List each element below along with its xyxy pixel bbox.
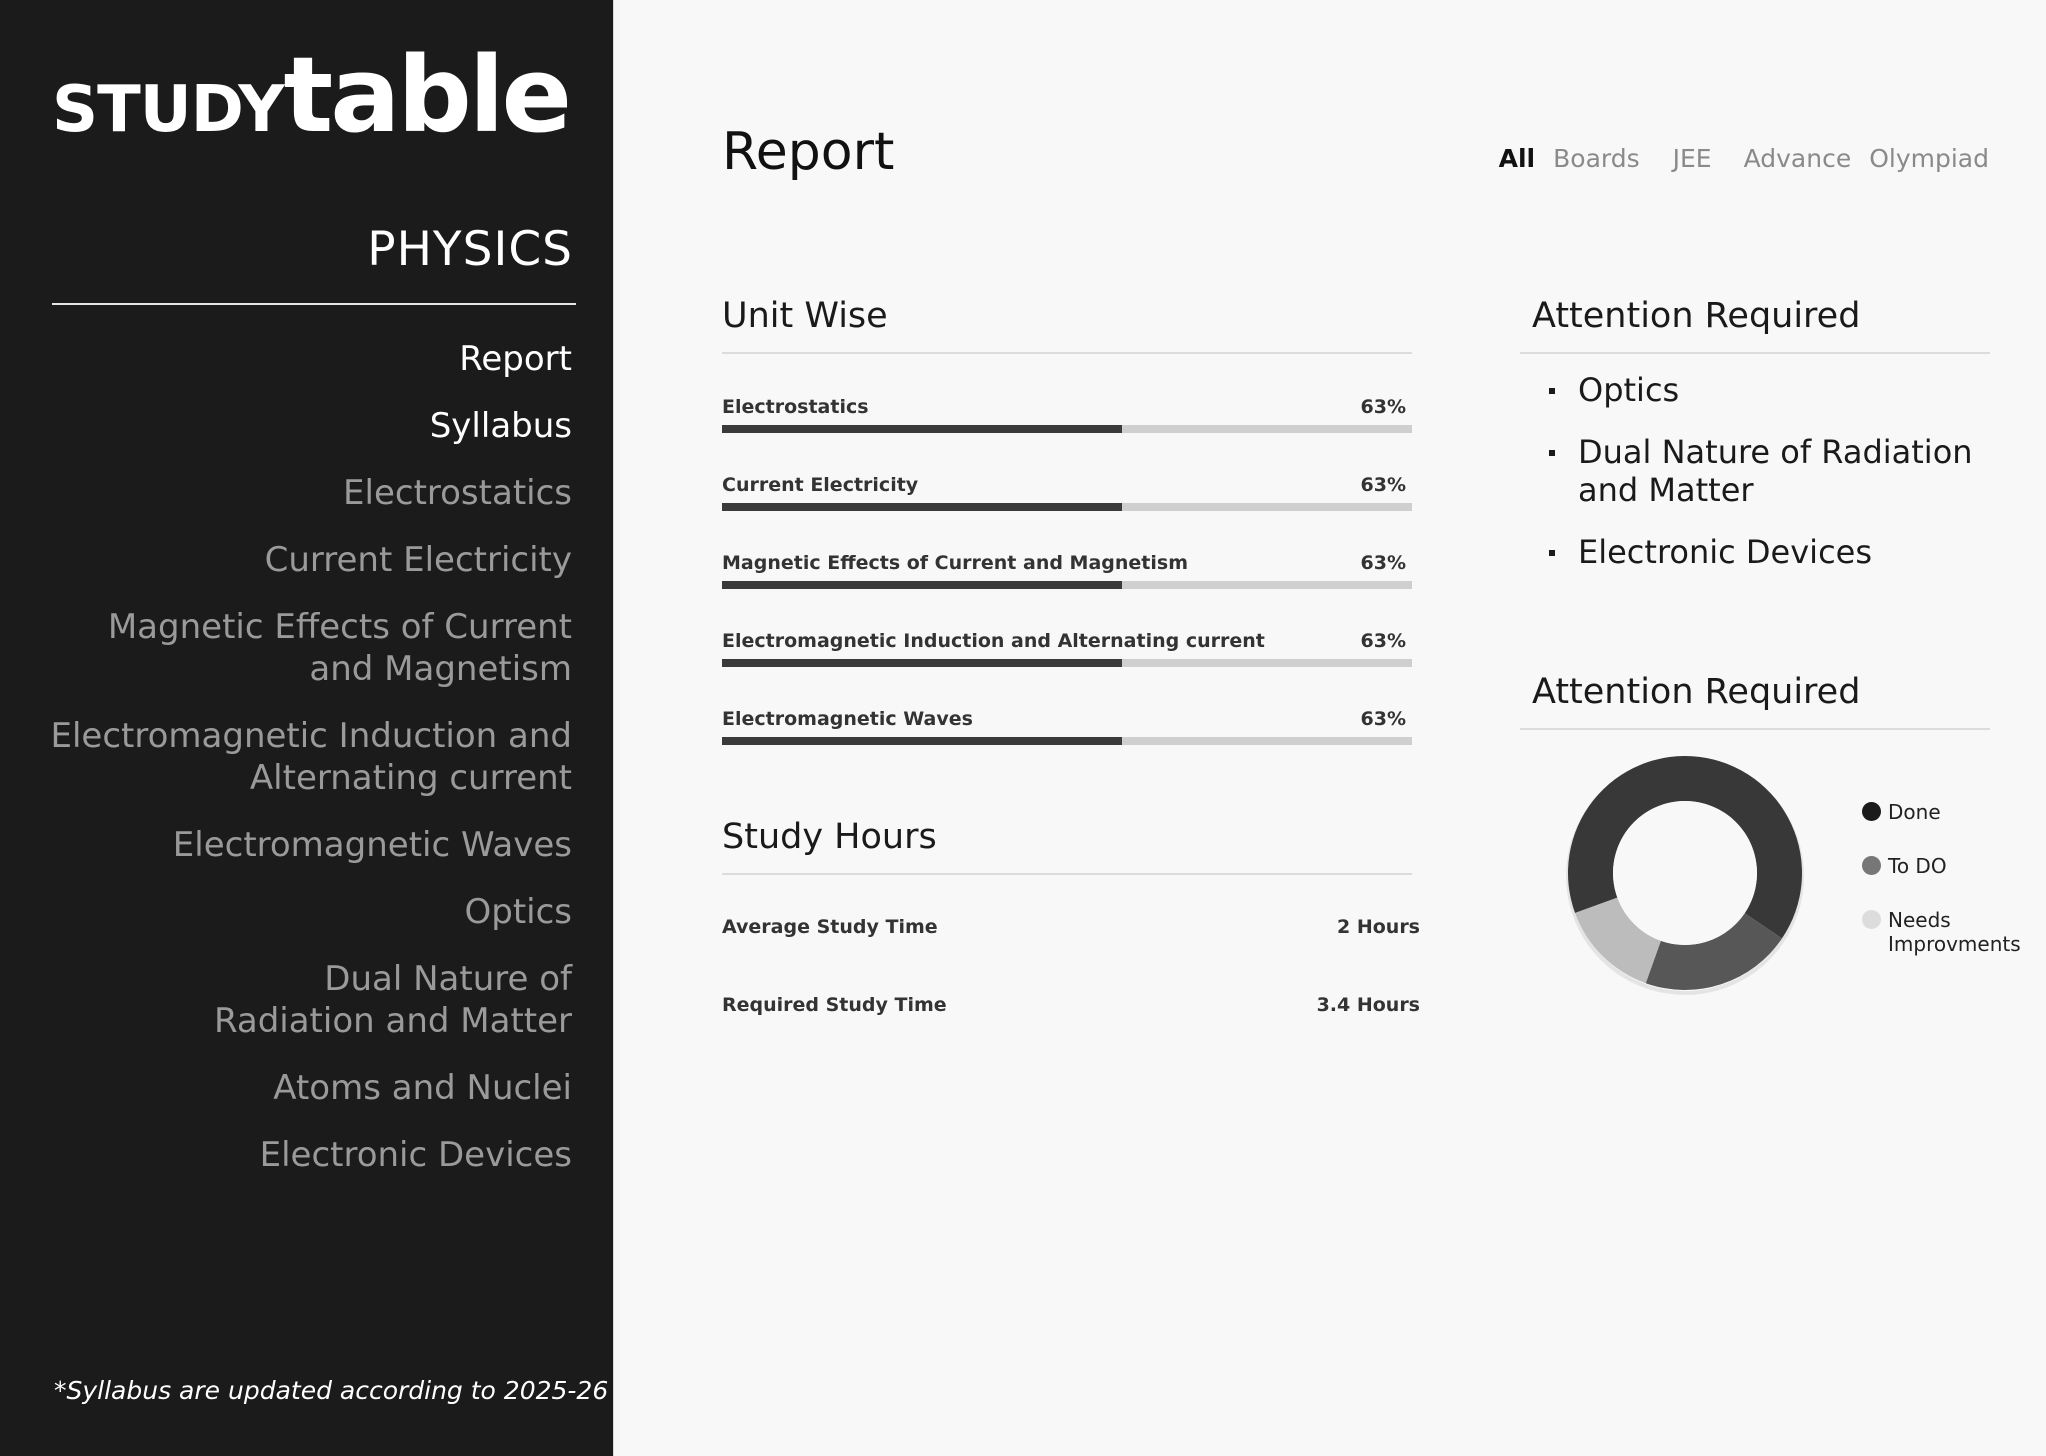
brand-logo-part2: table — [283, 34, 570, 156]
filter-tab-advance[interactable]: Advance — [1743, 144, 1852, 173]
legend-item-needs-improvments — [1862, 908, 2042, 956]
study-row-label: Required Study Time — [722, 994, 947, 1016]
progress-bar-fill — [722, 659, 1122, 667]
sidebar-item-magnetic-effects-of-current-and-magnetism[interactable]: Magnetic Effects of Current and Magnetism — [107, 607, 572, 689]
attention-chart-title: Attention Required — [1532, 672, 1861, 712]
attention-item[interactable] — [1548, 371, 1988, 409]
study-row-value: 2 Hours — [1337, 916, 1420, 938]
bullet-icon — [1549, 550, 1555, 556]
filter-tab-olympiad[interactable]: Olympiad — [1869, 144, 1989, 173]
unit-name: Current Electricity — [722, 474, 919, 496]
progress-bar-track — [722, 425, 1412, 433]
unit-name: Electromagnetic Waves — [722, 708, 973, 730]
progress-bar-track — [722, 581, 1412, 589]
progress-bar-fill — [722, 425, 1122, 433]
exam-filter-tabs — [1499, 144, 1989, 173]
legend-swatch-icon — [1862, 910, 1881, 929]
attention-item-label: Electronic Devices — [1578, 533, 1873, 571]
study-row-value: 3.4 Hours — [1316, 994, 1420, 1016]
sidebar — [0, 0, 614, 1456]
sidebar-item-electromagnetic-waves[interactable]: Electromagnetic Waves — [172, 825, 572, 865]
filter-tab-jee[interactable]: JEE — [1672, 144, 1712, 173]
progress-bar-fill — [722, 503, 1122, 511]
attention-item[interactable] — [1548, 433, 1988, 509]
study-hours-divider — [722, 873, 1412, 875]
sidebar-item-electrostatics[interactable]: Electrostatics — [343, 473, 572, 513]
filter-tab-all[interactable]: All — [1498, 144, 1536, 173]
sidebar-item-atoms-and-nuclei[interactable]: Atoms and Nuclei — [273, 1068, 572, 1108]
unit-percent: 63% — [1360, 396, 1406, 418]
unit-row[interactable] — [722, 470, 1412, 548]
attention-chart-divider — [1520, 728, 1990, 730]
sidebar-item-current-electricity[interactable]: Current Electricity — [264, 540, 572, 580]
progress-bar-fill — [722, 581, 1122, 589]
unit-percent: 63% — [1360, 474, 1406, 496]
attention-divider — [1520, 352, 1990, 354]
unit-wise-title: Unit Wise — [722, 296, 888, 336]
attention-list — [1548, 371, 1988, 595]
donut-legend — [1862, 800, 2042, 986]
syllabus-footnote: *Syllabus are updated according to 2025-26 — [54, 1376, 609, 1405]
bullet-icon — [1549, 388, 1555, 394]
sidebar-item-electronic-devices[interactable]: Electronic Devices — [259, 1135, 572, 1175]
unit-name: Magnetic Effects of Current and Magnetism — [722, 552, 1189, 574]
bullet-icon — [1549, 450, 1555, 456]
progress-bar-track — [722, 737, 1412, 745]
attention-donut-chart — [1560, 748, 1810, 998]
legend-item-to-do — [1862, 854, 2042, 878]
sidebar-nav — [12, 338, 572, 1201]
legend-label: Needs Improvments — [1888, 908, 2021, 956]
unit-row[interactable] — [722, 704, 1412, 782]
page-title: Report — [722, 122, 895, 182]
filter-tab-boards[interactable]: Boards — [1553, 144, 1640, 173]
unit-row[interactable] — [722, 626, 1412, 704]
progress-bar-track — [722, 503, 1412, 511]
legend-label: Done — [1888, 800, 1941, 824]
unit-row[interactable] — [722, 392, 1412, 470]
unit-wise-divider — [722, 352, 1412, 354]
sidebar-item-syllabus[interactable]: Syllabus — [429, 406, 572, 446]
study-row-average — [722, 916, 1420, 946]
brand-logo-part1: STUDY — [52, 73, 284, 147]
sidebar-item-dual-nature-of-radiation-and-matter[interactable]: Dual Nature of Radiation and Matter — [213, 959, 572, 1041]
unit-progress-list — [722, 392, 1412, 782]
attention-item[interactable] — [1548, 533, 1988, 571]
sidebar-divider — [52, 303, 576, 305]
unit-percent: 63% — [1360, 552, 1406, 574]
sidebar-item-electromagnetic-induction-and-alternating-current[interactable]: Electromagnetic Induction and Alternating current — [50, 716, 572, 798]
legend-label: To DO — [1888, 854, 1947, 878]
unit-percent: 63% — [1360, 708, 1406, 730]
study-row-required — [722, 994, 1420, 1024]
legend-swatch-icon — [1862, 856, 1881, 875]
legend-item-done — [1862, 800, 2042, 824]
sidebar-item-optics[interactable]: Optics — [464, 892, 572, 932]
study-hours-title: Study Hours — [722, 817, 937, 857]
legend-swatch-icon — [1862, 802, 1881, 821]
progress-bar-fill — [722, 737, 1122, 745]
donut-hole — [1613, 801, 1757, 945]
attention-title: Attention Required — [1532, 296, 1861, 336]
sidebar-item-report[interactable]: Report — [459, 339, 572, 379]
unit-percent: 63% — [1360, 630, 1406, 652]
attention-item-label: Dual Nature of Radiation and Matter — [1578, 433, 1973, 509]
unit-row[interactable] — [722, 548, 1412, 626]
unit-name: Electromagnetic Induction and Alternating current — [722, 630, 1265, 652]
subject-title: PHYSICS — [367, 222, 573, 277]
brand-logo[interactable] — [52, 34, 569, 156]
donut-svg — [1560, 748, 1810, 998]
unit-name: Electrostatics — [722, 396, 869, 418]
progress-bar-track — [722, 659, 1412, 667]
study-row-label: Average Study Time — [722, 916, 938, 938]
attention-item-label: Optics — [1578, 371, 1680, 409]
